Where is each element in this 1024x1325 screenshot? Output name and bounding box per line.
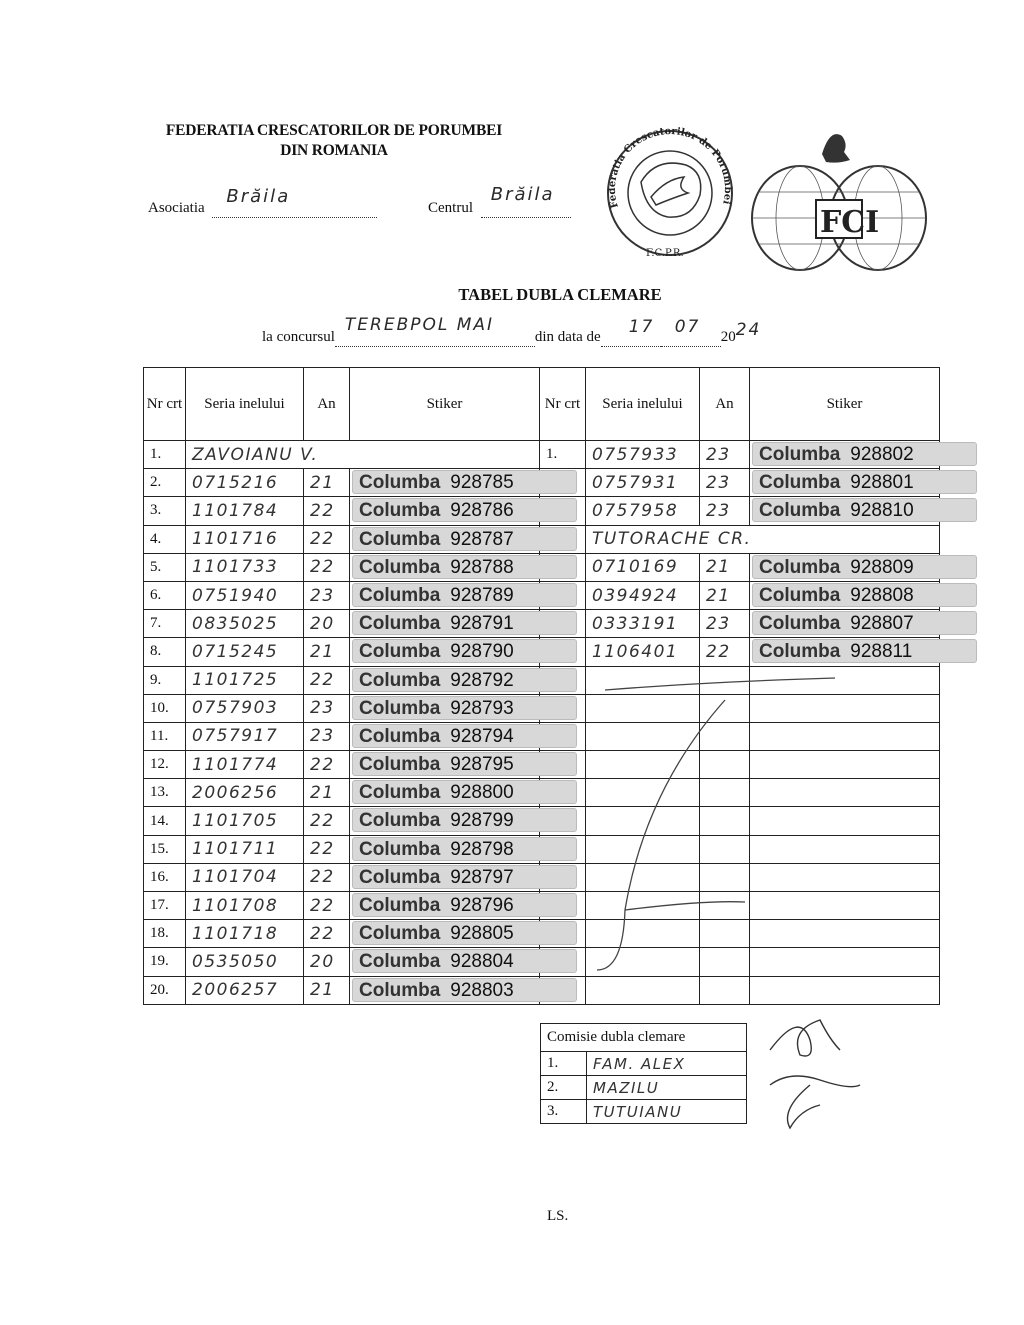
ring-year: 23 bbox=[700, 610, 750, 638]
ring-year: 22 bbox=[304, 525, 350, 553]
sticker-number: 928804 bbox=[450, 951, 514, 973]
ring-series: 0835025 bbox=[186, 610, 304, 638]
sticker-brand: Columba bbox=[759, 641, 841, 663]
row-nr: 10. bbox=[144, 694, 186, 722]
sticker-brand: Columba bbox=[359, 782, 441, 804]
sticker-number: 928785 bbox=[450, 472, 514, 494]
row-nr: 4. bbox=[144, 525, 186, 553]
columba-sticker bbox=[352, 611, 577, 635]
asociatia-field bbox=[148, 186, 377, 218]
contest-name: TEREBPOL MAI bbox=[344, 315, 495, 335]
sticker-cell bbox=[350, 779, 540, 807]
ring-year: 22 bbox=[304, 666, 350, 694]
sticker-cell bbox=[350, 807, 540, 835]
columba-sticker bbox=[352, 668, 577, 692]
ring-series: 1101774 bbox=[186, 751, 304, 779]
sticker-cell bbox=[750, 441, 940, 469]
row-nr: 13. bbox=[144, 779, 186, 807]
ring-series: 1101711 bbox=[186, 835, 304, 863]
sticker-number: 928807 bbox=[850, 613, 914, 635]
table-header-row bbox=[144, 368, 940, 441]
sticker-brand: Columba bbox=[359, 866, 441, 888]
col-nr-right: Nr crt bbox=[540, 368, 586, 441]
sticker-number: 928790 bbox=[450, 641, 514, 663]
sticker-cell bbox=[750, 469, 940, 497]
row-nr: 19. bbox=[144, 948, 186, 976]
commission-nr: 3. bbox=[541, 1100, 587, 1124]
sticker-cell bbox=[350, 863, 540, 891]
sticker-cell bbox=[750, 610, 940, 638]
columba-sticker bbox=[352, 837, 577, 861]
sticker-cell bbox=[350, 948, 540, 976]
table-row bbox=[144, 497, 940, 525]
sticker-number: 928795 bbox=[450, 754, 514, 776]
ring-series: 0394924 bbox=[586, 581, 700, 609]
ring-series: 2006257 bbox=[186, 976, 304, 1004]
fci-globe-logo bbox=[748, 122, 930, 282]
sticker-number: 928803 bbox=[450, 979, 514, 1001]
ring-series: 0757903 bbox=[186, 694, 304, 722]
columba-sticker bbox=[752, 583, 977, 607]
table-row bbox=[144, 610, 940, 638]
sticker-cell bbox=[350, 497, 540, 525]
sticker-cell bbox=[350, 892, 540, 920]
asociatia-label: Asociatia bbox=[148, 200, 205, 216]
commission-nr: 1. bbox=[541, 1052, 587, 1076]
ring-series: 0757933 bbox=[586, 441, 700, 469]
sticker-brand: Columba bbox=[359, 528, 441, 550]
table-row bbox=[144, 553, 940, 581]
columba-sticker bbox=[352, 724, 577, 748]
sticker-brand: Columba bbox=[359, 951, 441, 973]
sticker-brand: Columba bbox=[359, 641, 441, 663]
ring-series: 0715245 bbox=[186, 638, 304, 666]
sticker-brand: Columba bbox=[359, 895, 441, 916]
sticker-brand: Columba bbox=[759, 472, 841, 494]
ring-year: 21 bbox=[304, 638, 350, 666]
sticker-brand: Columba bbox=[759, 500, 841, 522]
centrul-field bbox=[428, 184, 571, 218]
columba-sticker bbox=[752, 470, 977, 494]
ring-year: 20 bbox=[304, 610, 350, 638]
row-nr: 14. bbox=[144, 807, 186, 835]
columba-sticker bbox=[352, 555, 577, 579]
fcpr-seal-logo bbox=[596, 127, 744, 259]
ring-year: 23 bbox=[700, 497, 750, 525]
commission-row bbox=[541, 1100, 747, 1124]
ring-series: 0757931 bbox=[586, 469, 700, 497]
sticker-brand: Columba bbox=[359, 584, 441, 606]
sticker-number: 928791 bbox=[450, 613, 514, 635]
sticker-cell bbox=[350, 722, 540, 750]
date-day: 17 bbox=[628, 317, 655, 337]
row-nr: 20. bbox=[144, 976, 186, 1004]
ring-year: 22 bbox=[304, 751, 350, 779]
sticker-brand: Columba bbox=[359, 979, 441, 1001]
sticker-cell bbox=[350, 751, 540, 779]
ring-series: 1101784 bbox=[186, 497, 304, 525]
sticker-brand: Columba bbox=[759, 584, 841, 606]
ring-year: 22 bbox=[700, 638, 750, 666]
sticker-brand: Columba bbox=[359, 697, 441, 719]
ring-series: 1101705 bbox=[186, 807, 304, 835]
ring-year: 22 bbox=[304, 863, 350, 891]
page-title: TABEL DUBLA CLEMARE bbox=[458, 285, 662, 304]
sticker-number: 928793 bbox=[450, 697, 514, 719]
sticker-number: 928808 bbox=[850, 584, 914, 606]
sticker-cell bbox=[350, 666, 540, 694]
sticker-number: 928800 bbox=[450, 782, 514, 804]
ring-year: 21 bbox=[304, 469, 350, 497]
ring-series: 0535050 bbox=[186, 948, 304, 976]
columba-sticker bbox=[352, 978, 577, 1002]
sticker-number: 928798 bbox=[450, 838, 514, 860]
sticker-brand: Columba bbox=[359, 472, 441, 494]
centrul-value: Brăila bbox=[490, 184, 555, 205]
commission-member: FAM. ALEX bbox=[587, 1052, 747, 1076]
col-stiker-right: Stiker bbox=[750, 368, 940, 441]
sticker-cell bbox=[350, 920, 540, 948]
sticker-number: 928788 bbox=[450, 556, 514, 578]
date-year-suffix: 24 bbox=[735, 320, 762, 340]
row-nr: 5. bbox=[144, 553, 186, 581]
sticker-number: 928792 bbox=[450, 669, 514, 691]
ring-series: 1101725 bbox=[186, 666, 304, 694]
ring-series: 1101716 bbox=[186, 525, 304, 553]
row-nr: 3. bbox=[144, 497, 186, 525]
fancier-name: ZAVOIANU V. bbox=[186, 441, 540, 469]
sticker-number: 928797 bbox=[450, 866, 514, 888]
ring-series: 2006256 bbox=[186, 779, 304, 807]
centrul-label: Centrul bbox=[428, 200, 473, 216]
row-nr: 6. bbox=[144, 581, 186, 609]
sticker-brand: Columba bbox=[359, 500, 441, 522]
columba-sticker bbox=[352, 470, 577, 494]
ring-series: 0333191 bbox=[586, 610, 700, 638]
ring-year: 21 bbox=[700, 553, 750, 581]
columba-sticker bbox=[752, 555, 977, 579]
row-nr: 1. bbox=[540, 441, 586, 469]
ring-year: 22 bbox=[304, 497, 350, 525]
date-label: din data de bbox=[534, 329, 601, 345]
ring-series: 0757917 bbox=[186, 722, 304, 750]
columba-sticker bbox=[352, 865, 577, 889]
commission-member: TUTUIANU bbox=[587, 1100, 747, 1124]
ring-series: 1101704 bbox=[186, 863, 304, 891]
ring-year: 23 bbox=[304, 722, 350, 750]
sticker-brand: Columba bbox=[759, 444, 841, 465]
sticker-brand: Columba bbox=[359, 556, 441, 578]
columba-sticker bbox=[352, 893, 577, 917]
ring-series: 1101733 bbox=[186, 553, 304, 581]
columba-sticker bbox=[352, 498, 577, 522]
sticker-cell bbox=[350, 976, 540, 1004]
sticker-cell bbox=[350, 581, 540, 609]
sticker-brand: Columba bbox=[359, 923, 441, 945]
fci-text: FCI bbox=[820, 205, 880, 240]
sticker-number: 928802 bbox=[850, 444, 914, 465]
sticker-cell bbox=[350, 610, 540, 638]
columba-sticker bbox=[752, 611, 977, 635]
columba-sticker bbox=[352, 752, 577, 776]
row-nr: 9. bbox=[144, 666, 186, 694]
asociatia-value: Brăila bbox=[226, 186, 291, 207]
signatures bbox=[760, 1010, 880, 1140]
strike-through-lines bbox=[585, 670, 855, 990]
sticker-number: 928787 bbox=[450, 528, 514, 550]
row-nr: 17. bbox=[144, 892, 186, 920]
sticker-number: 928810 bbox=[850, 500, 914, 522]
commission-row bbox=[541, 1052, 747, 1076]
row-nr: 16. bbox=[144, 863, 186, 891]
sticker-brand: Columba bbox=[359, 725, 441, 747]
ring-year: 23 bbox=[304, 581, 350, 609]
sticker-cell bbox=[350, 694, 540, 722]
columba-sticker bbox=[752, 639, 977, 663]
federation-header bbox=[134, 121, 534, 161]
columba-sticker bbox=[352, 921, 577, 945]
col-seria-right: Seria inelului bbox=[586, 368, 700, 441]
ring-series: 0710169 bbox=[586, 553, 700, 581]
row-nr: 11. bbox=[144, 722, 186, 750]
seal-text: Federatia Crescatorilor de Porumbei bbox=[606, 127, 734, 210]
sticker-number: 928811 bbox=[850, 641, 913, 663]
columba-sticker bbox=[352, 527, 577, 551]
sticker-number: 928809 bbox=[850, 556, 914, 578]
sticker-cell bbox=[750, 497, 940, 525]
table-row bbox=[144, 525, 940, 553]
ls-mark: LS. bbox=[547, 1208, 569, 1224]
row-nr: 12. bbox=[144, 751, 186, 779]
row-nr: 18. bbox=[144, 920, 186, 948]
col-an-left: An bbox=[304, 368, 350, 441]
ring-year: 23 bbox=[304, 694, 350, 722]
ring-series: 1101708 bbox=[186, 892, 304, 920]
sticker-brand: Columba bbox=[359, 669, 441, 691]
sticker-number: 928796 bbox=[450, 895, 514, 916]
sticker-cell bbox=[350, 469, 540, 497]
columba-sticker bbox=[352, 808, 577, 832]
columba-sticker bbox=[752, 498, 977, 522]
sticker-number: 928799 bbox=[450, 810, 514, 832]
columba-sticker bbox=[752, 442, 977, 466]
ring-year: 21 bbox=[700, 581, 750, 609]
col-seria-left: Seria inelului bbox=[186, 368, 304, 441]
sticker-cell bbox=[350, 835, 540, 863]
ring-year: 23 bbox=[700, 441, 750, 469]
commission-row bbox=[541, 1076, 747, 1100]
sticker-brand: Columba bbox=[359, 810, 441, 832]
sticker-brand: Columba bbox=[759, 556, 841, 578]
sticker-cell bbox=[750, 581, 940, 609]
row-nr: 7. bbox=[144, 610, 186, 638]
commission-table bbox=[540, 1023, 747, 1124]
commission-member: MAZILU bbox=[587, 1076, 747, 1100]
sticker-brand: Columba bbox=[359, 754, 441, 776]
ring-year: 21 bbox=[304, 779, 350, 807]
commission-title: Comisie dubla clemare bbox=[541, 1024, 747, 1052]
row-nr: 15. bbox=[144, 835, 186, 863]
sticker-number: 928801 bbox=[850, 472, 914, 494]
federation-line2: DIN ROMANIA bbox=[280, 142, 388, 159]
table-row bbox=[144, 638, 940, 666]
row-nr: 8. bbox=[144, 638, 186, 666]
row-nr: 2. bbox=[144, 469, 186, 497]
sticker-number: 928794 bbox=[450, 725, 514, 747]
col-stiker-left: Stiker bbox=[350, 368, 540, 441]
contest-label: la concursul bbox=[262, 329, 335, 345]
sticker-cell bbox=[350, 525, 540, 553]
columba-sticker bbox=[352, 583, 577, 607]
ring-year: 22 bbox=[304, 807, 350, 835]
columba-sticker bbox=[352, 639, 577, 663]
seal-abbrev: F.C.P.R. bbox=[646, 248, 684, 259]
ring-year: 22 bbox=[304, 892, 350, 920]
date-month: 07 bbox=[674, 317, 701, 337]
ring-year: 20 bbox=[304, 948, 350, 976]
ring-year: 23 bbox=[700, 469, 750, 497]
ring-series: 0715216 bbox=[186, 469, 304, 497]
sticker-number: 928786 bbox=[450, 500, 514, 522]
ring-year: 22 bbox=[304, 553, 350, 581]
ring-year: 21 bbox=[304, 976, 350, 1004]
ring-year: 22 bbox=[304, 920, 350, 948]
sticker-cell bbox=[350, 553, 540, 581]
sticker-number: 928789 bbox=[450, 584, 514, 606]
ring-year: 22 bbox=[304, 835, 350, 863]
columba-sticker bbox=[352, 780, 577, 804]
table-row bbox=[144, 581, 940, 609]
ring-series: 1106401 bbox=[586, 638, 700, 666]
sticker-cell bbox=[750, 638, 940, 666]
col-nr-left: Nr crt bbox=[144, 368, 186, 441]
federation-line1: FEDERATIA CRESCATORILOR DE PORUMBEI bbox=[165, 122, 503, 139]
sticker-brand: Columba bbox=[759, 613, 841, 635]
contest-line bbox=[262, 315, 902, 347]
sticker-brand: Columba bbox=[359, 613, 441, 635]
date-year-prefix: 20 bbox=[720, 329, 736, 345]
commission-nr: 2. bbox=[541, 1076, 587, 1100]
columba-sticker bbox=[352, 696, 577, 720]
ring-series: 1101718 bbox=[186, 920, 304, 948]
fancier-name: TUTORACHE CR. bbox=[586, 525, 940, 553]
sticker-number: 928805 bbox=[450, 923, 514, 945]
row-nr: 1. bbox=[144, 441, 186, 469]
table-row bbox=[144, 469, 940, 497]
ring-series: 0757958 bbox=[586, 497, 700, 525]
columba-sticker bbox=[352, 949, 577, 973]
sticker-cell bbox=[350, 638, 540, 666]
sticker-brand: Columba bbox=[359, 838, 441, 860]
sticker-cell bbox=[750, 553, 940, 581]
ring-series: 0751940 bbox=[186, 581, 304, 609]
table-row bbox=[144, 441, 940, 469]
col-an-right: An bbox=[700, 368, 750, 441]
